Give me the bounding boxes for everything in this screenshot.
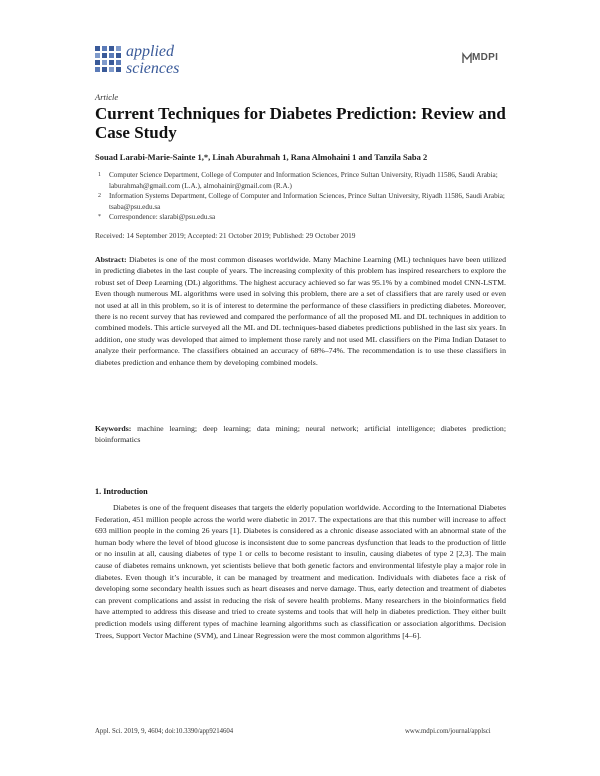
affiliation-text: Information Systems Department, College of Computer and Information Sciences, Prince Sultan University, Riyadh 11586, Saudi Arabia; tsaba@psu.edu.sa — [109, 192, 505, 211]
article-title: Current Techniques for Diabetes Prediction: Review and Case Study — [95, 104, 506, 142]
journal-logo-line2: sciences — [126, 60, 180, 77]
journal-logo — [95, 44, 205, 82]
abstract-label: Abstract: — [95, 255, 127, 264]
abstract — [95, 254, 506, 368]
affiliation-number: 1 — [98, 172, 101, 178]
introduction-paragraph: Diabetes is one of the frequent diseases that targets the elderly population worldwide. According to the International Diabetes Federation, 451 million people across the world were diabetic in 2017. The expectations are that this number will increase to affect 693 million people in the coming 26 years [1]. Diabetes is considered as a chronic disease associated with an abnormal state of the human body where the level of blood glucose is inconsistent due to some pancreas dysfunction that leads to the production of little or no insulin at all, causing diabetes of type 1 or cells to become resistant to insulin, causing diabetes of type 2 [2,3]. The main cause of diabetes remains unknown, yet scientists believe that both genetic factors and environmental lifestyle play a major role in diabetes. Even though it’s incurable, it can be managed by treatment and medication. Individuals with diabetes face a risk of developing some secondary health issues such as heart diseases and nerve damage. Thus, early detection and treatment of diabetes can prevent complications and assist in reducing the risk of severe health problems. Many researchers in the bioinformatics field have attempted to address this disease and tried to create systems and tools that will help in diabetes prediction. They either built prediction models using different types of machine learning algorithms such as classification or association algorithms. Decision Trees, Support Vector Machine (SVM), and Linear Regression were the most common algorithms [4–6]. — [95, 503, 506, 640]
author-list: Souad Larabi-Marie-Sainte 1,*, Linah Aburahmah 1, Rana Almohaini 1 and Tanzila Saba 2 — [95, 152, 428, 162]
affiliation-item — [95, 170, 515, 191]
footer-url[interactable]: www.mdpi.com/journal/applsci — [405, 728, 491, 735]
correspondence-text: Correspondence: slarabi@psu.edu.sa — [109, 213, 216, 221]
keywords — [95, 423, 506, 446]
affiliation-text: Computer Science Department, College of Computer and Information Sciences, Prince Sultan University, Riyadh 11586, Saudi Arabia; laburahmah@gmail.com (L.A.), almohainir@gmail.com (R.A.) — [109, 171, 498, 190]
affiliations — [95, 170, 515, 223]
affiliation-number: 2 — [98, 193, 101, 199]
publication-dates: Received: 14 September 2019; Accepted: 21 October 2019; Published: 29 October 2019 — [95, 231, 356, 240]
affiliation-number: * — [98, 214, 101, 220]
footer-citation: Appl. Sci. 2019, 9, 4604; doi:10.3390/app9214604 — [95, 728, 234, 735]
publisher-logo — [462, 50, 506, 66]
journal-logo-mark-icon — [95, 46, 121, 76]
keywords-label: Keywords: — [95, 424, 132, 433]
affiliation-item — [95, 191, 515, 212]
affiliation-item — [95, 212, 515, 223]
keywords-text: machine learning; deep learning; data mining; neural network; artificial intelligence; diabetes prediction; bioinformatics — [95, 424, 506, 445]
section-heading: 1. Introduction — [95, 487, 148, 496]
abstract-text: Diabetes is one of the most common diseases worldwide. Many Machine Learning (ML) techniques have been utilized in predicting diabetes in the last couple of years. The increasing complexity of this problem has inspired researchers to explore the robust set of Deep Learning (DL) algorithms. The highest accuracy achieved so far was 95.1% by a combined model CNN-LSTM. Even though numerous ML algorithms were used in solving this problem, there are a set of classifiers that are rarely used or even not used at all in this problem, so it is of interest to determine the performance of these classifiers in predicting diabetes. Moreover, there is no recent survey that has reviewed and compared the performance of all the proposed ML and DL techniques in addition to combined models. This article surveyed all the ML and DL techniques-based diabetes predictions published in the last six years. In addition, one study was developed that aimed to implement those rarely and not used ML classifiers on the Pima Indian Dataset to analyze their performance. The classifiers obtained an accuracy of 68%–74%. The recommendation is to use these classifiers in diabetes prediction and enhance them by developing combined models. — [95, 255, 506, 367]
journal-logo-line1: applied — [126, 43, 174, 60]
article-type: Article — [95, 92, 119, 102]
publisher-name: MDPI — [472, 52, 499, 63]
mdpi-emblem-icon — [462, 51, 472, 65]
